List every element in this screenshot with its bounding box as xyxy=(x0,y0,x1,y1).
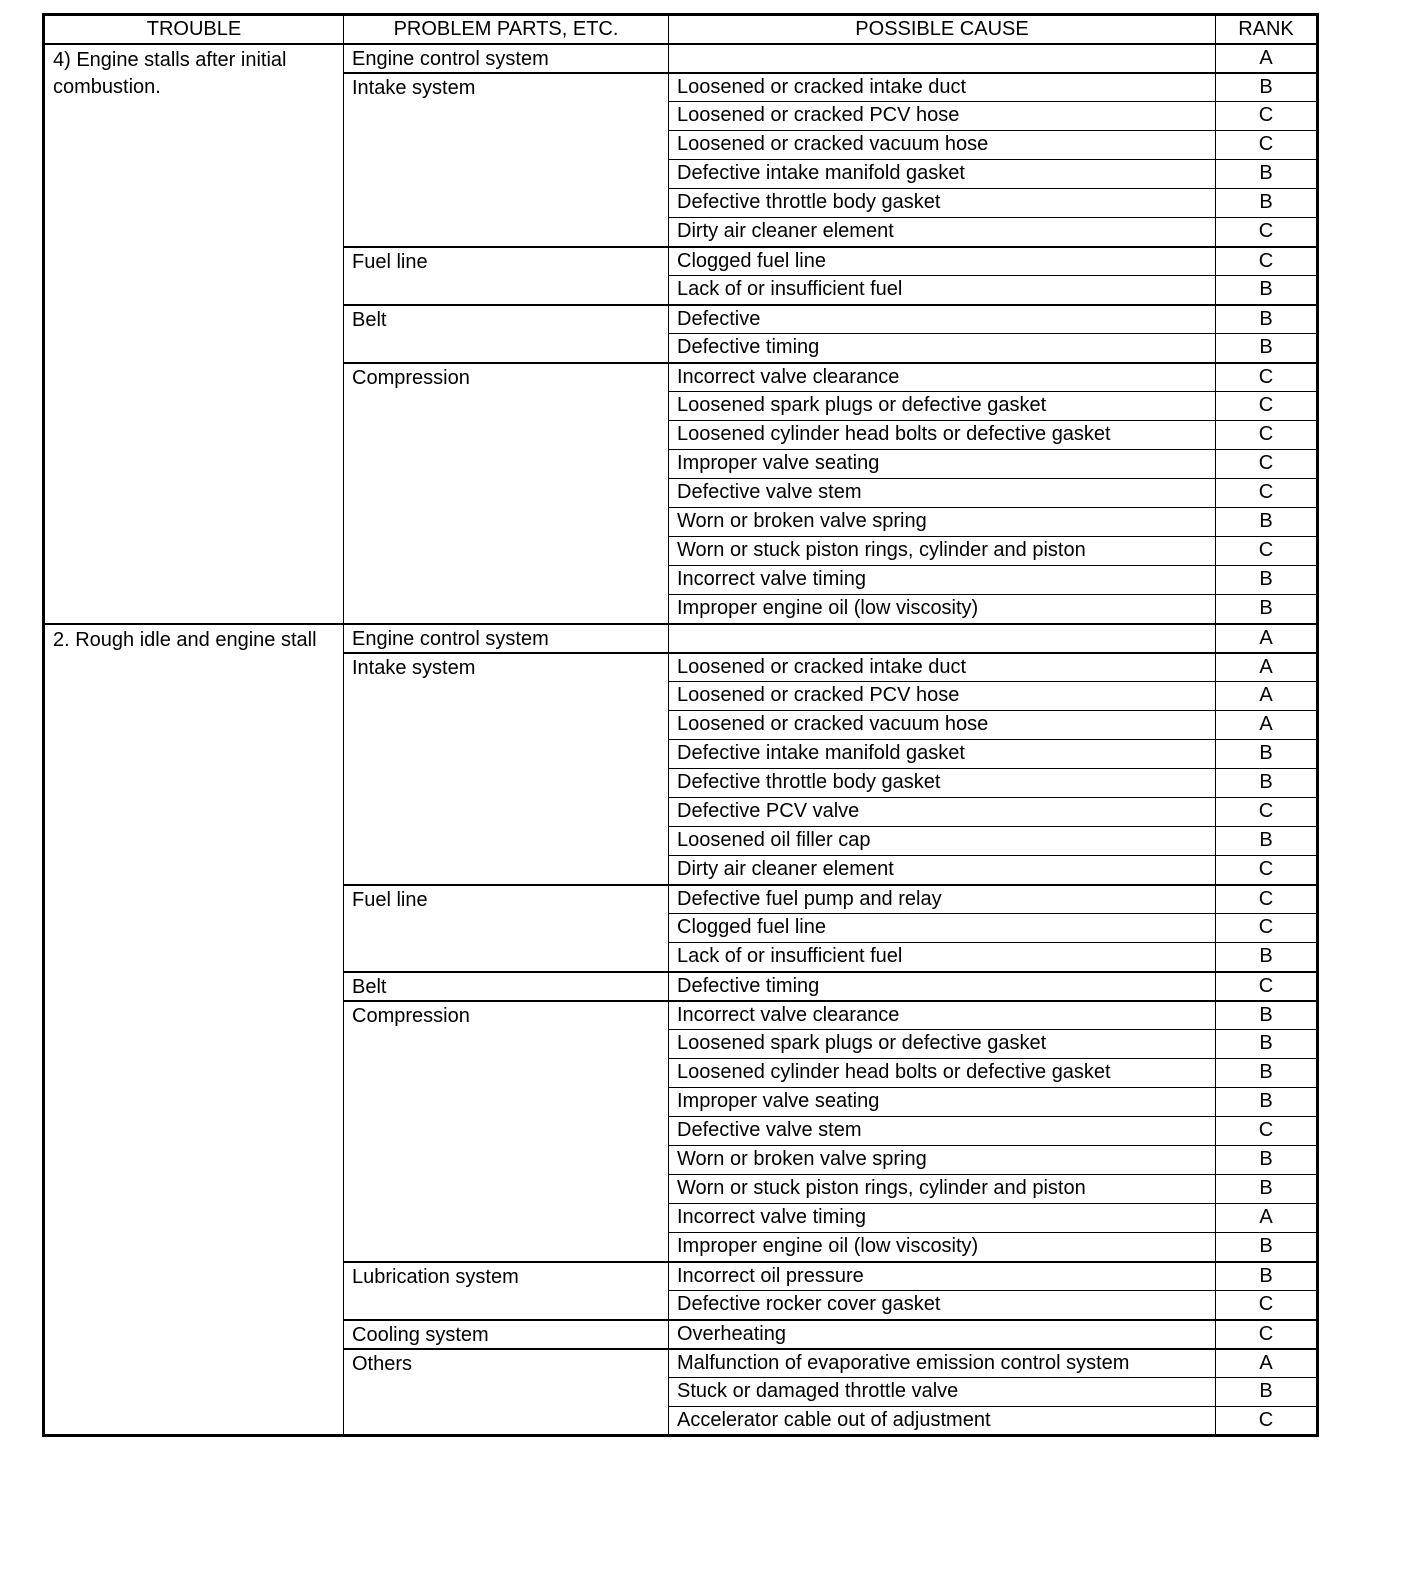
possible-cause-cell: Defective PCV valve xyxy=(669,798,1216,827)
possible-cause-cell: Worn or stuck piston rings, cylinder and piston xyxy=(669,537,1216,566)
possible-cause-cell: Loosened or cracked PCV hose xyxy=(669,102,1216,131)
possible-cause-cell: Loosened or cracked intake duct xyxy=(669,653,1216,682)
rank-cell: C xyxy=(1216,798,1318,827)
rank-cell: B xyxy=(1216,1378,1318,1407)
possible-cause-cell: Worn or broken valve spring xyxy=(669,508,1216,537)
rank-cell: C xyxy=(1216,479,1318,508)
rank-cell: B xyxy=(1216,740,1318,769)
rank-cell: C xyxy=(1216,131,1318,160)
rank-cell: C xyxy=(1216,914,1318,943)
rank-cell: B xyxy=(1216,1059,1318,1088)
possible-cause-cell: Lack of or insufficient fuel xyxy=(669,943,1216,972)
possible-cause-cell: Improper valve seating xyxy=(669,450,1216,479)
table-header xyxy=(44,15,1318,44)
problem-part-cell: Compression xyxy=(344,1001,669,1262)
rank-cell: C xyxy=(1216,363,1318,392)
table-row xyxy=(44,624,1318,653)
possible-cause-cell: Defective timing xyxy=(669,334,1216,363)
rank-cell: B xyxy=(1216,566,1318,595)
problem-part-cell: Belt xyxy=(344,305,669,363)
problem-part-cell: Compression xyxy=(344,363,669,624)
possible-cause-cell: Defective fuel pump and relay xyxy=(669,885,1216,914)
rank-cell: A xyxy=(1216,1349,1318,1378)
rank-cell: C xyxy=(1216,1117,1318,1146)
possible-cause-cell: Lack of or insufficient fuel xyxy=(669,276,1216,305)
rank-cell: B xyxy=(1216,1233,1318,1262)
rank-cell: C xyxy=(1216,1320,1318,1349)
rank-cell: B xyxy=(1216,1262,1318,1291)
rank-cell: C xyxy=(1216,392,1318,421)
rank-cell: C xyxy=(1216,1407,1318,1436)
possible-cause-cell: Incorrect valve timing xyxy=(669,1204,1216,1233)
possible-cause-cell: Clogged fuel line xyxy=(669,247,1216,276)
problem-part-cell: Cooling system xyxy=(344,1320,669,1349)
possible-cause-cell: Loosened or cracked PCV hose xyxy=(669,682,1216,711)
rank-cell: B xyxy=(1216,595,1318,624)
rank-cell: B xyxy=(1216,334,1318,363)
possible-cause-cell: Dirty air cleaner element xyxy=(669,856,1216,885)
possible-cause-cell: Overheating xyxy=(669,1320,1216,1349)
rank-cell: A xyxy=(1216,624,1318,653)
possible-cause-cell: Defective rocker cover gasket xyxy=(669,1291,1216,1320)
possible-cause-cell: Dirty air cleaner element xyxy=(669,218,1216,247)
rank-cell: B xyxy=(1216,1175,1318,1204)
rank-cell: C xyxy=(1216,421,1318,450)
trouble-cell: 2. Rough idle and engine stall xyxy=(44,624,344,1436)
rank-cell: C xyxy=(1216,450,1318,479)
problem-part-cell: Engine control system xyxy=(344,44,669,73)
rank-cell: B xyxy=(1216,1146,1318,1175)
rank-cell: B xyxy=(1216,305,1318,334)
rank-cell: B xyxy=(1216,943,1318,972)
possible-cause-cell: Loosened or cracked vacuum hose xyxy=(669,711,1216,740)
rank-cell: A xyxy=(1216,682,1318,711)
header-row xyxy=(44,15,1318,44)
rank-cell: C xyxy=(1216,1291,1318,1320)
possible-cause-cell: Defective intake manifold gasket xyxy=(669,160,1216,189)
possible-cause-cell: Loosened or cracked vacuum hose xyxy=(669,131,1216,160)
rank-cell: B xyxy=(1216,1030,1318,1059)
trouble-table xyxy=(42,13,1319,1437)
possible-cause-cell: Loosened spark plugs or defective gasket xyxy=(669,392,1216,421)
possible-cause-cell: Incorrect valve clearance xyxy=(669,1001,1216,1030)
possible-cause-cell: Defective valve stem xyxy=(669,479,1216,508)
rank-cell: B xyxy=(1216,769,1318,798)
rank-cell: C xyxy=(1216,218,1318,247)
possible-cause-cell: Improper engine oil (low viscosity) xyxy=(669,1233,1216,1262)
header-possible-cause: POSSIBLE CAUSE xyxy=(669,15,1216,44)
rank-cell: C xyxy=(1216,885,1318,914)
possible-cause-cell: Defective throttle body gasket xyxy=(669,189,1216,218)
possible-cause-cell xyxy=(669,624,1216,653)
possible-cause-cell: Worn or stuck piston rings, cylinder and piston xyxy=(669,1175,1216,1204)
possible-cause-cell: Clogged fuel line xyxy=(669,914,1216,943)
possible-cause-cell: Malfunction of evaporative emission control system xyxy=(669,1349,1216,1378)
possible-cause-cell: Defective throttle body gasket xyxy=(669,769,1216,798)
possible-cause-cell: Defective timing xyxy=(669,972,1216,1001)
rank-cell: C xyxy=(1216,972,1318,1001)
possible-cause-cell: Defective intake manifold gasket xyxy=(669,740,1216,769)
rank-cell: A xyxy=(1216,653,1318,682)
possible-cause-cell: Improper valve seating xyxy=(669,1088,1216,1117)
table-body xyxy=(44,44,1318,1436)
possible-cause-cell: Improper engine oil (low viscosity) xyxy=(669,595,1216,624)
problem-part-cell: Belt xyxy=(344,972,669,1001)
trouble-cell: 4) Engine stalls after initial combustion. xyxy=(44,44,344,624)
rank-cell: B xyxy=(1216,1001,1318,1030)
header-trouble: TROUBLE xyxy=(44,15,344,44)
rank-cell: B xyxy=(1216,508,1318,537)
rank-cell: A xyxy=(1216,1204,1318,1233)
possible-cause-cell: Loosened cylinder head bolts or defective gasket xyxy=(669,1059,1216,1088)
possible-cause-cell: Loosened oil filler cap xyxy=(669,827,1216,856)
problem-part-cell: Others xyxy=(344,1349,669,1436)
rank-cell: B xyxy=(1216,73,1318,102)
problem-part-cell: Intake system xyxy=(344,73,669,247)
problem-part-cell: Engine control system xyxy=(344,624,669,653)
problem-part-cell: Fuel line xyxy=(344,247,669,305)
table-row xyxy=(44,44,1318,73)
rank-cell: B xyxy=(1216,1088,1318,1117)
problem-part-cell: Intake system xyxy=(344,653,669,885)
possible-cause-cell: Worn or broken valve spring xyxy=(669,1146,1216,1175)
rank-cell: B xyxy=(1216,827,1318,856)
possible-cause-cell: Accelerator cable out of adjustment xyxy=(669,1407,1216,1436)
rank-cell: A xyxy=(1216,44,1318,73)
possible-cause-cell: Defective xyxy=(669,305,1216,334)
rank-cell: C xyxy=(1216,537,1318,566)
problem-part-cell: Lubrication system xyxy=(344,1262,669,1320)
possible-cause-cell: Loosened spark plugs or defective gasket xyxy=(669,1030,1216,1059)
possible-cause-cell: Defective valve stem xyxy=(669,1117,1216,1146)
problem-part-cell: Fuel line xyxy=(344,885,669,972)
rank-cell: C xyxy=(1216,856,1318,885)
rank-cell: B xyxy=(1216,160,1318,189)
possible-cause-cell: Incorrect valve clearance xyxy=(669,363,1216,392)
header-rank: RANK xyxy=(1216,15,1318,44)
rank-cell: C xyxy=(1216,247,1318,276)
possible-cause-cell: Loosened or cracked intake duct xyxy=(669,73,1216,102)
possible-cause-cell xyxy=(669,44,1216,73)
possible-cause-cell: Incorrect valve timing xyxy=(669,566,1216,595)
possible-cause-cell: Incorrect oil pressure xyxy=(669,1262,1216,1291)
rank-cell: B xyxy=(1216,189,1318,218)
rank-cell: A xyxy=(1216,711,1318,740)
possible-cause-cell: Stuck or damaged throttle valve xyxy=(669,1378,1216,1407)
rank-cell: B xyxy=(1216,276,1318,305)
possible-cause-cell: Loosened cylinder head bolts or defective gasket xyxy=(669,421,1216,450)
rank-cell: C xyxy=(1216,102,1318,131)
header-problem-parts: PROBLEM PARTS, ETC. xyxy=(344,15,669,44)
